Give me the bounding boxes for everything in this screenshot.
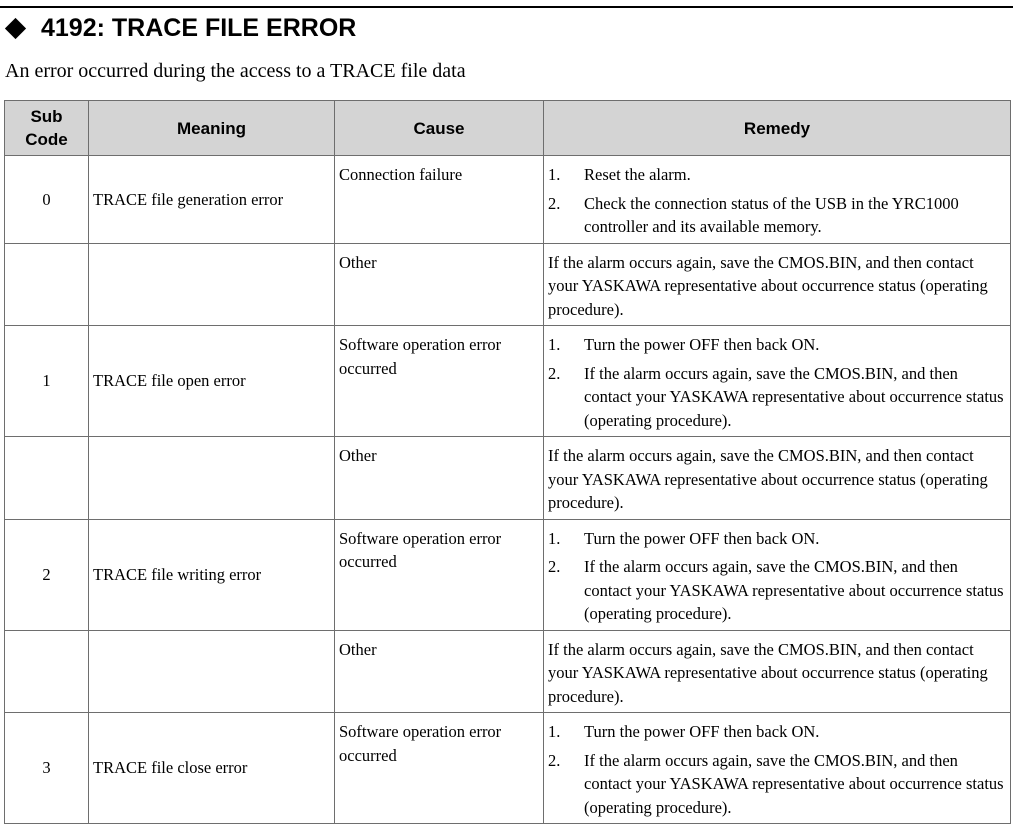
- remedy-step: [548, 362, 1006, 433]
- step-number: 2.: [548, 193, 561, 213]
- table-row: [5, 156, 1011, 244]
- meaning-cell: TRACE file close error: [89, 713, 335, 824]
- diamond-bullet-icon: [5, 17, 26, 38]
- table-row: [5, 437, 1011, 520]
- meaning-cell: TRACE file generation error: [89, 156, 335, 244]
- remedy-step: [548, 527, 1006, 551]
- intro-text: An error occurred during the access to a TRACE file data: [5, 60, 466, 82]
- step-text: If the alarm occurs again, save the CMOS.BIN, and then contact your YASKAWA representative about occurrence status (operating procedure).: [584, 750, 1004, 817]
- page-title: 4192: TRACE FILE ERROR: [41, 13, 357, 42]
- sub-code-cell: 3: [5, 713, 89, 824]
- remedy-cell: If the alarm occurs again, save the CMOS.BIN, and then contact your YASKAWA representative about occurrence status (operating procedure).: [544, 630, 1011, 713]
- step-text: Turn the power OFF then back ON.: [584, 528, 820, 548]
- remedy-cell: [544, 713, 1011, 824]
- step-text: Turn the power OFF then back ON.: [584, 722, 820, 741]
- remedy-step: [548, 163, 1006, 187]
- remedy-step: [548, 192, 1006, 239]
- step-number: 1.: [548, 165, 561, 184]
- sub-code-cell: 2: [5, 519, 89, 630]
- cause-cell: Software operation error occurred: [335, 713, 544, 824]
- meaning-cell-empty: [89, 437, 335, 520]
- cause-cell: Software operation error occurred: [335, 519, 544, 630]
- cause-cell: Software operation error occurred: [335, 326, 544, 437]
- remedy-step: [548, 749, 1006, 820]
- sub-code-cell-empty: [5, 243, 89, 326]
- step-text: If the alarm occurs again, save the CMOS.BIN, and then contact your YASKAWA representative about occurrence status (operating procedure).: [584, 557, 1004, 623]
- table-row: [5, 326, 1011, 437]
- remedy-cell: [544, 326, 1011, 437]
- remedy-cell: If the alarm occurs again, save the CMOS.BIN, and then contact your YASKAWA representative about occurrence status (operating procedure).: [544, 243, 1011, 326]
- remedy-step: [548, 720, 1006, 744]
- header-cause: Cause: [335, 101, 544, 156]
- remedy-cell: [544, 156, 1011, 244]
- meaning-cell-empty: [89, 243, 335, 326]
- cause-cell: Other: [335, 630, 544, 713]
- cause-cell: Other: [335, 243, 544, 326]
- header-remedy: Remedy: [544, 101, 1011, 156]
- meaning-cell: TRACE file open error: [89, 326, 335, 437]
- step-number: 2.: [548, 750, 561, 770]
- error-table: [4, 100, 1011, 824]
- top-rule: [0, 6, 1013, 8]
- cause-cell: Connection failure: [335, 156, 544, 244]
- section-heading: [4, 12, 356, 44]
- sub-code-cell-empty: [5, 630, 89, 713]
- step-text: Check the connection status of the USB in the YRC1000 controller and its available memory.: [584, 193, 959, 236]
- step-number: 1.: [548, 722, 561, 741]
- header-meaning: Meaning: [89, 101, 335, 156]
- table-row: [5, 519, 1011, 630]
- table-row: [5, 243, 1011, 326]
- header-sub-code: [5, 101, 89, 156]
- table-row: [5, 713, 1011, 824]
- step-number: 2.: [548, 363, 561, 383]
- step-text: Reset the alarm.: [584, 165, 691, 184]
- table-row: [5, 630, 1011, 713]
- table-header-row: [5, 101, 1011, 156]
- step-number: 1.: [548, 335, 561, 354]
- remedy-step: [548, 333, 1006, 357]
- step-text: Turn the power OFF then back ON.: [584, 335, 820, 354]
- remedy-cell: [544, 519, 1011, 630]
- header-sub-code-line2: Code: [25, 130, 68, 149]
- remedy-step: [548, 555, 1006, 626]
- meaning-cell: TRACE file writing error: [89, 519, 335, 630]
- meaning-cell-empty: [89, 630, 335, 713]
- sub-code-cell: 1: [5, 326, 89, 437]
- cause-cell: Other: [335, 437, 544, 520]
- remedy-cell: If the alarm occurs again, save the CMOS.BIN, and then contact your YASKAWA representative about occurrence status (operating procedure).: [544, 437, 1011, 520]
- step-number: 1.: [548, 528, 561, 548]
- header-sub-code-line1: Sub: [30, 107, 63, 126]
- step-text: If the alarm occurs again, save the CMOS.BIN, and then contact your YASKAWA representative about occurrence status (operating procedure).: [584, 363, 1004, 430]
- sub-code-cell-empty: [5, 437, 89, 520]
- sub-code-cell: 0: [5, 156, 89, 244]
- step-number: 2.: [548, 557, 561, 576]
